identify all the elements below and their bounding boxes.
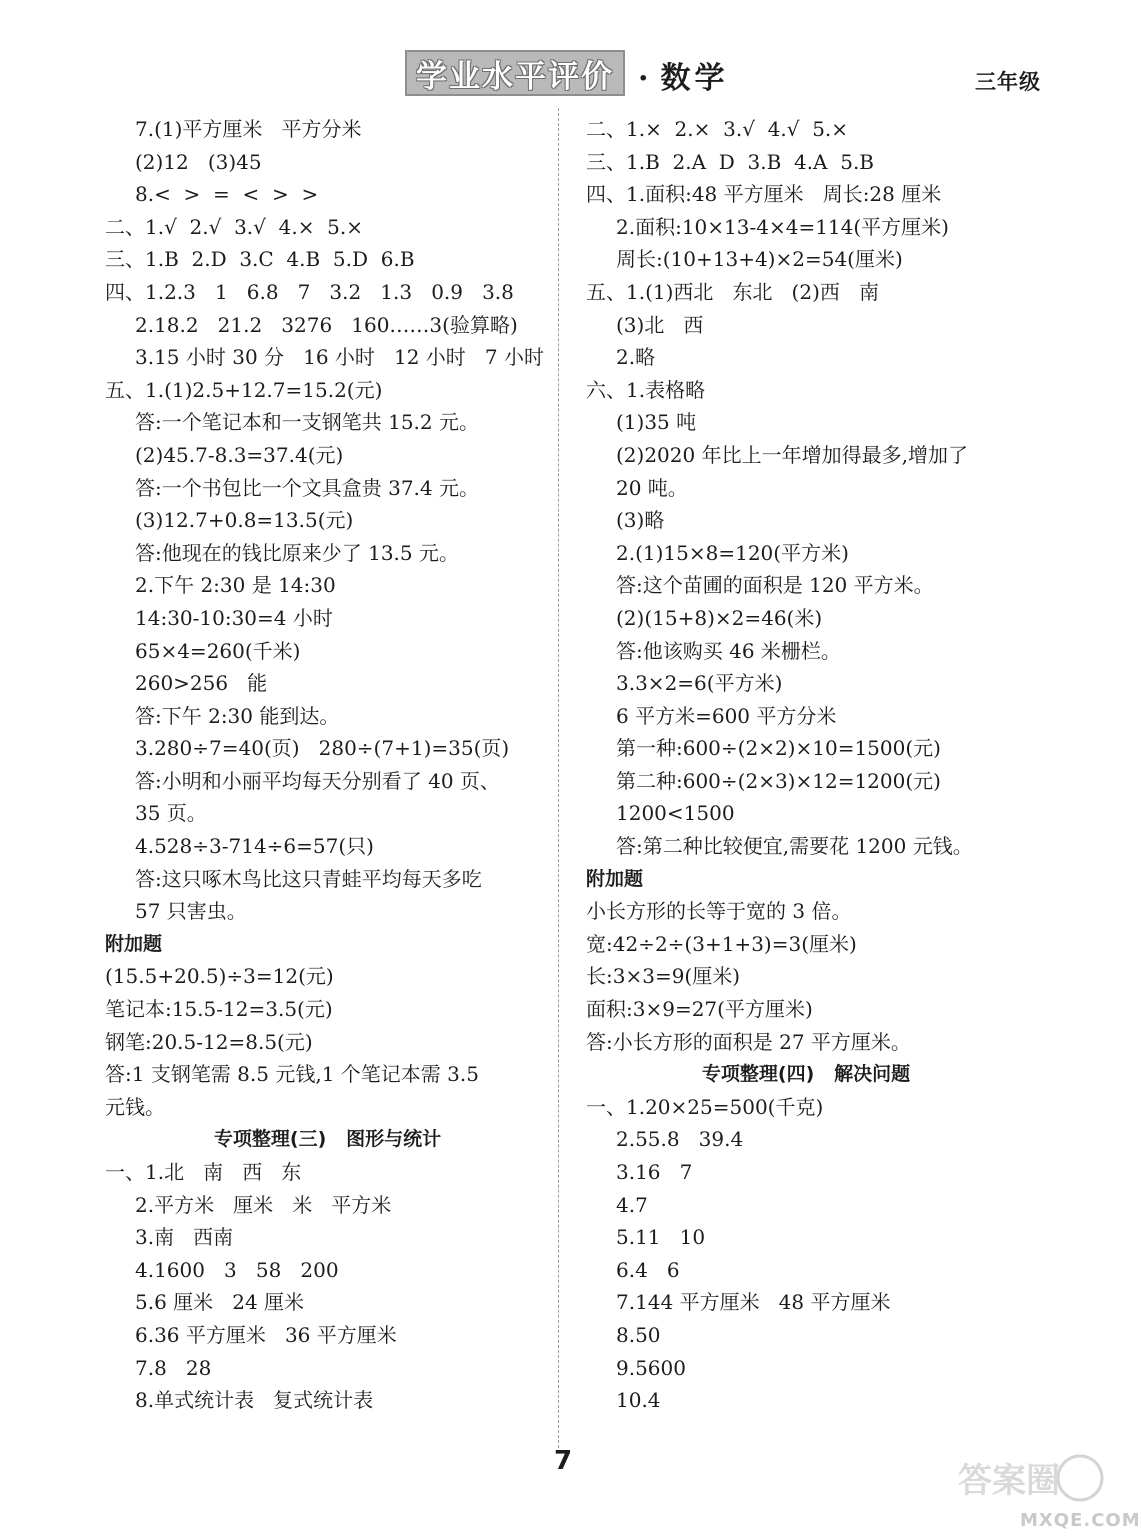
subject-text: 数学 xyxy=(660,61,729,96)
answer-line: 57 只害虫。 xyxy=(135,899,247,924)
answer-line: 3.280÷7=40(页) 280÷(7+1)=35(页) xyxy=(135,736,510,761)
answer-line: 钢笔:20.5-12=8.5(元) xyxy=(105,1029,313,1054)
page-header xyxy=(0,0,1120,110)
answer-line: 2.55.8 39.4 xyxy=(616,1127,744,1152)
answer-line: 2.面积:10×13-4×4=114(平方厘米) xyxy=(616,214,949,239)
answer-line: 五、1.(1)西北 东北 (2)西 南 xyxy=(586,279,879,304)
answer-line: 2.18.2 21.2 3276 160……3(验算略) xyxy=(135,312,518,337)
answer-line: 答:这只啄木鸟比这只青蛙平均每天多吃 xyxy=(135,866,482,891)
answer-line: (2)2020 年比上一年增加得最多,增加了 xyxy=(616,442,968,467)
answer-line: 8.单式统计表 复式统计表 xyxy=(135,1388,374,1413)
answer-line: 5.6 厘米 24 厘米 xyxy=(135,1290,305,1315)
answer-line: 3.15 小时 30 分 16 小时 12 小时 7 小时 xyxy=(135,345,544,370)
answer-line: 六、1.表格略 xyxy=(586,377,706,402)
answer-line: 4.528÷3-714÷6=57(只) xyxy=(135,834,374,859)
answer-line: 14:30-10:30=4 小时 xyxy=(135,605,333,630)
answer-line: 20 吨。 xyxy=(616,475,688,500)
answer-line: 答:小长方形的面积是 27 平方厘米。 xyxy=(586,1029,911,1054)
watermark-mark-text: 答案圈 xyxy=(958,1461,1060,1501)
answer-line: 2.略 xyxy=(616,345,656,370)
answer-line: (2)45.7-8.3=37.4(元) xyxy=(135,442,344,467)
answer-line: 6 平方米=600 平方分米 xyxy=(616,703,837,728)
subject-label xyxy=(638,53,728,97)
answer-line: 答:这个苗圃的面积是 120 平方米。 xyxy=(616,573,934,598)
answer-line: 答:他现在的钱比原来少了 13.5 元。 xyxy=(135,540,459,565)
watermark-site: MXQE.COM xyxy=(1020,1510,1141,1531)
answer-line: (2)12 (3)45 xyxy=(135,149,262,174)
answer-line: 2.平方米 厘米 米 平方米 xyxy=(135,1192,392,1217)
answer-line: 8.< > = < > > xyxy=(135,182,319,207)
answer-line: 6.36 平方厘米 36 平方厘米 xyxy=(135,1322,397,1347)
right-answer-column xyxy=(586,113,1026,1417)
answer-line: 二、1.× 2.× 3.√ 4.√ 5.× xyxy=(586,117,849,141)
bonus-heading: 附加题 xyxy=(105,932,163,955)
answer-line: (1)35 吨 xyxy=(616,410,697,435)
answer-line: 答:第二种比较便宜,需要花 1200 元钱。 xyxy=(616,834,973,859)
answer-line: 四、1.面积:48 平方厘米 周长:28 厘米 xyxy=(586,182,942,207)
answer-line: 5.11 10 xyxy=(616,1225,706,1250)
separator-dot: · xyxy=(638,61,653,96)
bonus-heading: 附加题 xyxy=(586,867,644,890)
answer-line: (15.5+20.5)÷3=12(元) xyxy=(105,964,334,989)
answer-line: 10.4 xyxy=(616,1388,661,1413)
answer-line: 答:1 支钢笔需 8.5 元钱,1 个笔记本需 3.5 xyxy=(105,1062,479,1087)
answer-line: 宽:42÷2÷(3+1+3)=3(厘米) xyxy=(586,931,857,956)
answer-line: 二、1.√ 2.√ 3.√ 4.× 5.× xyxy=(105,214,364,239)
answer-line: 面积:3×9=27(平方厘米) xyxy=(586,997,813,1022)
answer-line: 三、1.B 2.A D 3.B 4.A 5.B xyxy=(586,149,874,174)
answer-line: (3)北 西 xyxy=(616,312,704,337)
answer-line: 9.5600 xyxy=(616,1355,686,1380)
answer-line: 四、1.2.3 1 6.8 7 3.2 1.3 0.9 3.8 xyxy=(105,279,514,304)
answer-line: 答:下午 2:30 能到达。 xyxy=(135,703,340,728)
answer-line: 7.144 平方厘米 48 平方厘米 xyxy=(616,1290,891,1315)
answer-line: 一、1.20×25=500(千克) xyxy=(586,1094,824,1119)
answer-line: 4.1600 3 58 200 xyxy=(135,1257,339,1282)
answer-line: 7.(1)平方厘米 平方分米 xyxy=(135,117,362,141)
answer-line: 一、1.北 南 西 东 xyxy=(105,1160,302,1184)
answer-line: 3.南 西南 xyxy=(135,1225,234,1250)
answer-line: 7.8 28 xyxy=(135,1355,212,1380)
answer-line: 8.50 xyxy=(616,1322,661,1347)
answer-line: 五、1.(1)2.5+12.7=15.2(元) xyxy=(105,377,383,402)
answer-line: 6.4 6 xyxy=(616,1257,680,1282)
book-title: 学业水平评价 xyxy=(405,50,625,96)
answer-line: 2.(1)15×8=120(平方米) xyxy=(616,540,849,565)
answer-line: 笔记本:15.5-12=3.5(元) xyxy=(105,997,333,1022)
answer-line: (2)(15+8)×2=46(米) xyxy=(616,605,823,630)
answer-line: 260>256 能 xyxy=(135,671,268,696)
grade-label: 三年级 xyxy=(975,69,1041,94)
answer-line: 三、1.B 2.D 3.C 4.B 5.D 6.B xyxy=(105,247,415,272)
answer-line: 65×4=260(千米) xyxy=(135,638,301,663)
section-heading: 专项整理(三) 图形与统计 xyxy=(213,1128,442,1151)
answer-line: (3)略 xyxy=(616,508,665,533)
page-number: 7 xyxy=(553,1446,573,1476)
answer-line: 第一种:600÷(2×2)×10=1500(元) xyxy=(616,736,941,761)
answer-line: 周长:(10+13+4)×2=54(厘米) xyxy=(616,247,903,272)
answer-line: 第二种:600÷(2×3)×12=1200(元) xyxy=(616,768,941,793)
answer-line: 答:一个书包比一个文具盒贵 37.4 元。 xyxy=(135,475,479,500)
answer-line: 小长方形的长等于宽的 3 倍。 xyxy=(586,899,852,924)
section-heading: 专项整理(四) 解决问题 xyxy=(701,1063,911,1086)
answer-line: 长:3×3=9(厘米) xyxy=(586,964,741,989)
answer-line: 答:小明和小丽平均每天分别看了 40 页、 xyxy=(135,768,500,793)
answer-line: 答:他该购买 46 米栅栏。 xyxy=(616,638,841,663)
watermark-circle-icon xyxy=(1058,1456,1102,1500)
left-answer-column xyxy=(105,113,550,1417)
answer-line: 3.16 7 xyxy=(616,1160,693,1184)
answer-line: 元钱。 xyxy=(105,1094,165,1119)
answer-line: 35 页。 xyxy=(135,801,207,826)
answer-line: 1200<1500 xyxy=(616,801,735,826)
answer-line: (3)12.7+0.8=13.5(元) xyxy=(135,508,354,533)
answer-line: 答:一个笔记本和一支钢笔共 15.2 元。 xyxy=(135,410,479,435)
answer-line: 3.3×2=6(平方米) xyxy=(616,671,783,696)
answer-line: 2.下午 2:30 是 14:30 xyxy=(135,573,336,598)
answer-line: 4.7 xyxy=(616,1192,648,1217)
column-divider xyxy=(558,108,559,1448)
